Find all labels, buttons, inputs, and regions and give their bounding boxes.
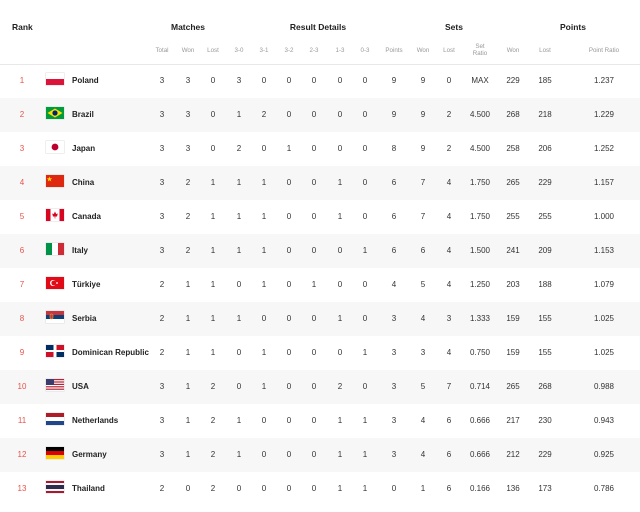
sets-won-cell: 4 xyxy=(420,314,426,323)
sets-won-cell: 7 xyxy=(420,212,426,221)
lost-cell: 0 xyxy=(210,76,216,85)
points-cell: 3 xyxy=(391,348,397,357)
result-2-3-cell: 0 xyxy=(311,144,317,153)
sets-won-cell: 4 xyxy=(420,416,426,425)
lost-cell: 1 xyxy=(210,314,216,323)
result-1-3-cell: 1 xyxy=(337,314,343,323)
poland-flag-icon xyxy=(46,73,64,85)
subheader-points-won[interactable]: Won xyxy=(506,47,520,54)
result-3-2-cell: 0 xyxy=(286,382,292,391)
result-0-3-cell: 1 xyxy=(362,246,368,255)
result-1-3-cell: 1 xyxy=(337,416,343,425)
result-2-3-cell: 0 xyxy=(311,348,317,357)
result-3-1-cell: 1 xyxy=(261,280,267,289)
lost-cell: 2 xyxy=(210,382,216,391)
rank-cell: 10 xyxy=(17,382,27,391)
set-ratio-cell: 0.166 xyxy=(469,484,491,493)
rank-cell: 8 xyxy=(19,314,25,323)
table-row[interactable] xyxy=(0,268,640,302)
result-2-3-cell: 0 xyxy=(311,484,317,493)
result-1-3-cell: 0 xyxy=(337,76,343,85)
result-0-3-cell: 0 xyxy=(362,110,368,119)
total-cell: 3 xyxy=(159,450,165,459)
result-0-3-cell: 1 xyxy=(362,450,368,459)
result-3-2-cell: 0 xyxy=(286,348,292,357)
result-2-3-cell: 1 xyxy=(311,280,317,289)
won-cell: 1 xyxy=(185,382,191,391)
points-cell: 4 xyxy=(391,280,397,289)
subheader-sets-won[interactable]: Won xyxy=(416,47,430,54)
brazil-flag-icon xyxy=(46,107,64,119)
set-ratio-cell: 1.750 xyxy=(469,178,491,187)
points-lost-cell: 229 xyxy=(538,450,552,459)
point-ratio-cell: 1.153 xyxy=(593,246,615,255)
result-3-1-cell: 1 xyxy=(261,348,267,357)
lost-cell: 1 xyxy=(210,212,216,221)
points-won-cell: 258 xyxy=(506,144,520,153)
result-0-3-cell: 1 xyxy=(362,416,368,425)
subheader-3-0[interactable]: 3-0 xyxy=(234,47,244,54)
subheader-3-1[interactable]: 3-1 xyxy=(259,47,269,54)
result-2-3-cell: 0 xyxy=(311,76,317,85)
point-ratio-cell: 0.988 xyxy=(593,382,615,391)
result-3-1-cell: 0 xyxy=(261,76,267,85)
point-ratio-cell: 1.229 xyxy=(593,110,615,119)
points-cell: 6 xyxy=(391,246,397,255)
country-name[interactable]: Türkiye xyxy=(72,280,101,289)
points-cell: 9 xyxy=(391,76,397,85)
total-cell: 2 xyxy=(159,348,165,357)
result-3-2-cell: 0 xyxy=(286,484,292,493)
serbia-flag-icon xyxy=(46,311,64,323)
points-lost-cell: 185 xyxy=(538,76,552,85)
points-won-cell: 212 xyxy=(506,450,520,459)
result-3-0-cell: 1 xyxy=(236,246,242,255)
netherlands-flag-icon xyxy=(46,413,64,425)
result-1-3-cell: 1 xyxy=(337,450,343,459)
sets-lost-cell: 0 xyxy=(446,76,452,85)
sets-lost-cell: 2 xyxy=(446,144,452,153)
result-3-2-cell: 0 xyxy=(286,76,292,85)
country-name[interactable]: Germany xyxy=(72,450,107,459)
lost-cell: 2 xyxy=(210,450,216,459)
subheader-set-ratio-line1: Set xyxy=(475,43,485,50)
points-lost-cell: 255 xyxy=(538,212,552,221)
lost-cell: 1 xyxy=(210,348,216,357)
points-lost-cell: 155 xyxy=(538,314,552,323)
result-3-1-cell: 1 xyxy=(261,382,267,391)
won-cell: 1 xyxy=(185,416,191,425)
set-ratio-cell: 4.500 xyxy=(469,110,491,119)
country-name[interactable]: Thailand xyxy=(72,484,105,493)
point-ratio-cell: 1.237 xyxy=(593,76,615,85)
lost-cell: 0 xyxy=(210,110,216,119)
sets-won-cell: 5 xyxy=(420,280,426,289)
sets-lost-cell: 4 xyxy=(446,280,452,289)
result-1-3-cell: 1 xyxy=(337,484,343,493)
points-cell: 0 xyxy=(391,484,397,493)
rank-cell: 11 xyxy=(17,416,27,425)
result-2-3-cell: 0 xyxy=(311,382,317,391)
table-row[interactable] xyxy=(0,302,640,336)
points-lost-cell: 230 xyxy=(538,416,552,425)
result-2-3-cell: 0 xyxy=(311,416,317,425)
total-cell: 3 xyxy=(159,110,165,119)
sets-lost-cell: 7 xyxy=(446,382,452,391)
result-3-2-cell: 0 xyxy=(286,212,292,221)
point-ratio-cell: 1.025 xyxy=(593,314,615,323)
total-cell: 2 xyxy=(159,280,165,289)
result-2-3-cell: 0 xyxy=(311,110,317,119)
sets-lost-cell: 4 xyxy=(446,178,452,187)
result-2-3-cell: 0 xyxy=(311,178,317,187)
result-0-3-cell: 0 xyxy=(362,144,368,153)
points-cell: 3 xyxy=(391,416,397,425)
result-0-3-cell: 0 xyxy=(362,314,368,323)
points-lost-cell: 188 xyxy=(538,280,552,289)
points-won-cell: 265 xyxy=(506,178,520,187)
result-0-3-cell: 0 xyxy=(362,178,368,187)
subheader-total[interactable]: Total xyxy=(155,47,169,54)
set-ratio-cell: 0.714 xyxy=(469,382,491,391)
usa-flag-icon xyxy=(46,379,64,391)
rank-cell: 4 xyxy=(19,178,25,187)
table-row[interactable] xyxy=(0,166,640,200)
result-3-0-cell: 2 xyxy=(236,144,242,153)
point-ratio-cell: 1.079 xyxy=(593,280,615,289)
result-0-3-cell: 0 xyxy=(362,382,368,391)
total-cell: 3 xyxy=(159,144,165,153)
points-lost-cell: 229 xyxy=(538,178,552,187)
set-ratio-cell: 1.250 xyxy=(469,280,491,289)
total-cell: 2 xyxy=(159,314,165,323)
country-name[interactable]: Netherlands xyxy=(72,416,119,425)
sets-lost-cell: 4 xyxy=(446,212,452,221)
lost-cell: 1 xyxy=(210,246,216,255)
result-0-3-cell: 1 xyxy=(362,484,368,493)
result-3-2-cell: 0 xyxy=(286,314,292,323)
sets-lost-cell: 6 xyxy=(446,484,452,493)
rank-cell: 1 xyxy=(19,76,25,85)
points-won-cell: 229 xyxy=(506,76,520,85)
result-1-3-cell: 0 xyxy=(337,280,343,289)
won-cell: 1 xyxy=(185,450,191,459)
thailand-flag-icon xyxy=(46,481,64,493)
result-3-1-cell: 0 xyxy=(261,484,267,493)
points-lost-cell: 209 xyxy=(538,246,552,255)
table-row[interactable] xyxy=(0,200,640,234)
points-lost-cell: 155 xyxy=(538,348,552,357)
set-ratio-cell: 0.666 xyxy=(469,416,491,425)
won-cell: 1 xyxy=(185,314,191,323)
won-cell: 3 xyxy=(185,110,191,119)
country-name[interactable]: USA xyxy=(72,382,89,391)
header-sets: Sets xyxy=(445,22,463,32)
result-1-3-cell: 1 xyxy=(337,178,343,187)
point-ratio-cell: 0.786 xyxy=(593,484,615,493)
sets-won-cell: 9 xyxy=(420,76,426,85)
point-ratio-cell: 1.252 xyxy=(593,144,615,153)
header-matches: Matches xyxy=(170,22,206,32)
country-name[interactable]: Dominican Republic xyxy=(72,348,149,357)
set-ratio-cell: 0.666 xyxy=(469,450,491,459)
result-3-0-cell: 1 xyxy=(236,110,242,119)
points-won-cell: 159 xyxy=(506,348,520,357)
sets-lost-cell: 2 xyxy=(446,110,452,119)
result-2-3-cell: 0 xyxy=(311,314,317,323)
result-3-0-cell: 1 xyxy=(236,450,242,459)
subheader-won[interactable]: Won xyxy=(181,47,195,54)
set-ratio-cell: 1.500 xyxy=(469,246,491,255)
points-won-cell: 203 xyxy=(506,280,520,289)
sets-lost-cell: 6 xyxy=(446,450,452,459)
point-ratio-cell: 1.025 xyxy=(593,348,615,357)
result-1-3-cell: 0 xyxy=(337,144,343,153)
sets-lost-cell: 4 xyxy=(446,348,452,357)
lost-cell: 2 xyxy=(210,416,216,425)
result-3-2-cell: 0 xyxy=(286,280,292,289)
result-3-2-cell: 0 xyxy=(286,246,292,255)
points-cell: 6 xyxy=(391,212,397,221)
result-2-3-cell: 0 xyxy=(311,212,317,221)
result-3-0-cell: 1 xyxy=(236,212,242,221)
won-cell: 3 xyxy=(185,144,191,153)
points-won-cell: 255 xyxy=(506,212,520,221)
result-3-0-cell: 1 xyxy=(236,178,242,187)
points-won-cell: 217 xyxy=(506,416,520,425)
subheader-set-ratio[interactable] xyxy=(473,43,487,57)
won-cell: 3 xyxy=(185,76,191,85)
result-3-1-cell: 1 xyxy=(261,246,267,255)
result-1-3-cell: 0 xyxy=(337,110,343,119)
won-cell: 2 xyxy=(185,246,191,255)
table-row[interactable] xyxy=(0,234,640,268)
result-0-3-cell: 0 xyxy=(362,280,368,289)
sets-won-cell: 5 xyxy=(420,382,426,391)
table-row[interactable] xyxy=(0,404,640,438)
rank-cell: 3 xyxy=(19,144,25,153)
result-3-1-cell: 2 xyxy=(261,110,267,119)
result-0-3-cell: 0 xyxy=(362,76,368,85)
result-3-0-cell: 0 xyxy=(236,484,242,493)
result-3-0-cell: 0 xyxy=(236,280,242,289)
result-3-0-cell: 0 xyxy=(236,382,242,391)
table-row[interactable] xyxy=(0,64,640,98)
sets-lost-cell: 3 xyxy=(446,314,452,323)
country-name[interactable]: Serbia xyxy=(72,314,97,323)
rank-cell: 13 xyxy=(17,484,27,493)
result-1-3-cell: 0 xyxy=(337,246,343,255)
point-ratio-cell: 0.925 xyxy=(593,450,615,459)
set-ratio-cell: 1.333 xyxy=(469,314,491,323)
italy-flag-icon xyxy=(46,243,64,255)
result-3-1-cell: 1 xyxy=(261,178,267,187)
header-result-details: Result Details xyxy=(289,22,347,32)
result-3-2-cell: 0 xyxy=(286,416,292,425)
result-3-0-cell: 1 xyxy=(236,314,242,323)
points-cell: 3 xyxy=(391,450,397,459)
subheader-2-3[interactable]: 2-3 xyxy=(309,47,319,54)
won-cell: 2 xyxy=(185,212,191,221)
subheader-lost[interactable]: Lost xyxy=(207,47,219,54)
total-cell: 3 xyxy=(159,382,165,391)
points-cell: 6 xyxy=(391,178,397,187)
subheader-points[interactable]: Points xyxy=(385,47,403,54)
total-cell: 3 xyxy=(159,76,165,85)
country-name[interactable]: Canada xyxy=(72,212,101,221)
won-cell: 1 xyxy=(185,280,191,289)
japan-flag-icon xyxy=(46,141,64,153)
result-3-1-cell: 0 xyxy=(261,314,267,323)
subheader-3-2[interactable]: 3-2 xyxy=(284,47,294,54)
rank-cell: 7 xyxy=(19,280,25,289)
total-cell: 3 xyxy=(159,178,165,187)
dominican-republic-flag-icon xyxy=(46,345,64,357)
result-2-3-cell: 0 xyxy=(311,246,317,255)
points-lost-cell: 173 xyxy=(538,484,552,493)
subheader-set-ratio-line2: Ratio xyxy=(472,50,488,57)
turkiye-flag-icon xyxy=(46,277,64,289)
points-won-cell: 265 xyxy=(506,382,520,391)
set-ratio-cell: 1.750 xyxy=(469,212,491,221)
subheader-point-ratio[interactable]: Point Ratio xyxy=(588,47,620,54)
result-3-1-cell: 1 xyxy=(261,212,267,221)
table-row[interactable] xyxy=(0,472,640,506)
set-ratio-cell: 4.500 xyxy=(469,144,491,153)
point-ratio-cell: 1.157 xyxy=(593,178,615,187)
points-won-cell: 268 xyxy=(506,110,520,119)
total-cell: 2 xyxy=(159,484,165,493)
points-won-cell: 241 xyxy=(506,246,520,255)
won-cell: 1 xyxy=(185,348,191,357)
lost-cell: 2 xyxy=(210,484,216,493)
set-ratio-cell: 0.750 xyxy=(469,348,491,357)
result-3-1-cell: 0 xyxy=(261,144,267,153)
china-flag-icon xyxy=(46,175,64,187)
subheader-0-3[interactable]: 0-3 xyxy=(360,47,370,54)
points-won-cell: 136 xyxy=(506,484,520,493)
result-3-2-cell: 1 xyxy=(286,144,292,153)
rank-cell: 6 xyxy=(19,246,25,255)
rank-cell: 12 xyxy=(17,450,27,459)
result-0-3-cell: 0 xyxy=(362,212,368,221)
result-3-1-cell: 0 xyxy=(261,416,267,425)
rank-cell: 5 xyxy=(19,212,25,221)
total-cell: 3 xyxy=(159,416,165,425)
result-3-0-cell: 1 xyxy=(236,416,242,425)
subheader-1-3[interactable]: 1-3 xyxy=(335,47,345,54)
total-cell: 3 xyxy=(159,246,165,255)
country-name[interactable]: Poland xyxy=(72,76,99,85)
canada-flag-icon xyxy=(46,209,64,221)
result-1-3-cell: 1 xyxy=(337,212,343,221)
rank-cell: 9 xyxy=(19,348,25,357)
sets-won-cell: 1 xyxy=(420,484,426,493)
country-name[interactable]: Brazil xyxy=(72,110,94,119)
result-3-2-cell: 0 xyxy=(286,450,292,459)
lost-cell: 0 xyxy=(210,144,216,153)
points-cell: 3 xyxy=(391,382,397,391)
result-2-3-cell: 0 xyxy=(311,450,317,459)
points-lost-cell: 218 xyxy=(538,110,552,119)
result-3-2-cell: 0 xyxy=(286,110,292,119)
result-3-2-cell: 0 xyxy=(286,178,292,187)
sets-won-cell: 7 xyxy=(420,178,426,187)
sets-won-cell: 4 xyxy=(420,450,426,459)
points-lost-cell: 206 xyxy=(538,144,552,153)
table-row[interactable] xyxy=(0,370,640,404)
result-1-3-cell: 0 xyxy=(337,348,343,357)
result-0-3-cell: 1 xyxy=(362,348,368,357)
sets-won-cell: 6 xyxy=(420,246,426,255)
result-1-3-cell: 2 xyxy=(337,382,343,391)
sets-won-cell: 9 xyxy=(420,110,426,119)
subheader-points-lost[interactable]: Lost xyxy=(539,47,551,54)
country-name[interactable]: Italy xyxy=(72,246,89,255)
total-cell: 3 xyxy=(159,212,165,221)
sets-won-cell: 9 xyxy=(420,144,426,153)
result-3-0-cell: 0 xyxy=(236,348,242,357)
table-row[interactable] xyxy=(0,336,640,370)
point-ratio-cell: 0.943 xyxy=(593,416,615,425)
header-rank[interactable]: Rank xyxy=(12,22,33,32)
points-cell: 3 xyxy=(391,314,397,323)
country-name[interactable]: Japan xyxy=(72,144,96,153)
table-row[interactable] xyxy=(0,132,640,166)
table-row[interactable] xyxy=(0,438,640,472)
sets-lost-cell: 6 xyxy=(446,416,452,425)
point-ratio-cell: 1.000 xyxy=(593,212,615,221)
points-lost-cell: 268 xyxy=(538,382,552,391)
result-3-1-cell: 0 xyxy=(261,450,267,459)
points-cell: 9 xyxy=(391,110,397,119)
lost-cell: 1 xyxy=(210,178,216,187)
germany-flag-icon xyxy=(46,447,64,459)
sets-lost-cell: 4 xyxy=(446,246,452,255)
result-3-0-cell: 3 xyxy=(236,76,242,85)
won-cell: 2 xyxy=(185,178,191,187)
points-cell: 8 xyxy=(391,144,397,153)
country-name[interactable]: China xyxy=(72,178,95,187)
sets-won-cell: 3 xyxy=(420,348,426,357)
rank-cell: 2 xyxy=(19,110,25,119)
points-won-cell: 159 xyxy=(506,314,520,323)
header-points: Points xyxy=(560,22,586,32)
subheader-sets-lost[interactable]: Lost xyxy=(443,47,455,54)
table-row[interactable] xyxy=(0,98,640,132)
won-cell: 0 xyxy=(185,484,191,493)
set-ratio-cell: MAX xyxy=(471,76,489,85)
lost-cell: 1 xyxy=(210,280,216,289)
